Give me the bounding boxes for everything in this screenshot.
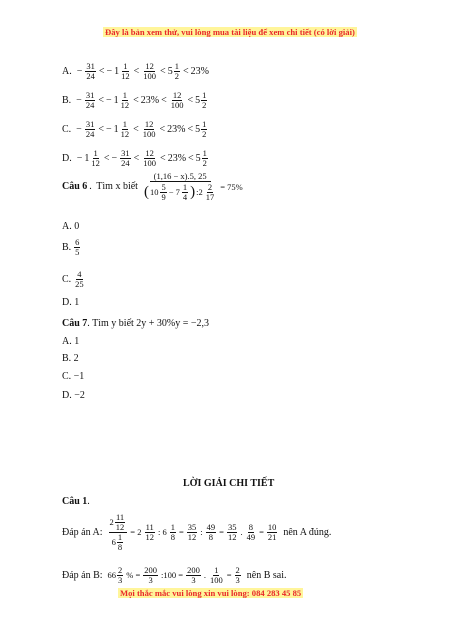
operator: % = [126,570,141,581]
fraction [120,149,131,168]
minus-sign: − [76,152,83,164]
numerator: 11 [115,512,125,522]
minus-term: − 7 [168,186,180,197]
denominator: 100 [209,574,223,585]
less-than: < [161,94,167,106]
denominator: 12 [120,99,130,110]
whole: 5 [195,152,201,164]
numerator: 1 [202,148,207,158]
mixed-number [108,566,125,585]
fraction [90,149,101,168]
denominator: 100 [143,157,157,168]
compound-fraction [109,513,128,552]
option-label: A. [62,65,72,77]
question-prompt: Tìm x biết [96,181,138,193]
numerator: 2 [118,565,123,575]
whole: 5 [195,123,201,135]
whole: 5 [195,94,201,106]
minus-sign: − [111,152,118,164]
numerator: (1,16 − x).5, 25 [150,172,211,182]
fraction [205,183,216,202]
denominator: 5 [75,246,80,257]
fraction [144,523,155,542]
answer-label: Đáp án A: [62,526,103,538]
less-than: < [187,94,194,106]
less-than: < [103,152,110,164]
denominator: 24 [121,157,130,168]
question-title: Câu 6 [62,181,88,193]
whole: 5 [167,65,173,77]
numerator: 12 [145,61,154,71]
numerator: 31 [121,148,130,158]
less-than: < [187,123,194,135]
fraction [143,566,158,585]
option-label: B. [62,241,72,253]
fraction [170,523,176,542]
denominator: 100 [170,99,184,110]
denominator: 100 [143,70,157,81]
whole: 1 [84,152,90,164]
q6-statement: Câu 6 . Tìm x biết (1,16 − x).5, 25 ( 10 $\frac{5}{9}$ − 7 $\frac{1}{4}$ ) :2 $\frac{2}{17}$ = 75% [62,171,243,202]
numerator: 12 [172,90,182,100]
operator: = [219,527,224,538]
fraction [201,120,207,139]
numerator: 1 [174,61,179,71]
whole: 6 [111,536,116,547]
less-than: < [188,152,194,164]
fraction [235,566,241,585]
whole: 66 [107,570,117,581]
mixed-number [195,91,208,110]
fraction [246,523,257,542]
operator: :100 = [161,570,184,581]
numerator: 1 [93,148,98,158]
fraction [142,149,157,168]
less-than: < [160,152,166,164]
denominator: 24 [85,128,95,139]
fraction [160,183,166,202]
denominator: 17 [205,191,215,202]
numerator: 1 [117,531,123,542]
denominator: 3 [148,574,153,585]
answer-b-line [62,566,286,585]
equals-term: = 2 [130,527,142,538]
whole: 1 [114,65,120,77]
numerator: 2 [235,565,240,575]
fraction [206,523,217,542]
mixed-number [114,91,132,110]
operator: = [178,527,184,538]
minus-sign: − [105,123,112,135]
denominator: 12 [91,157,100,168]
denominator: 4 [182,191,188,202]
question-title: Câu 1 [62,496,88,507]
percent-value: 23% [167,152,187,164]
whole: 1 [113,94,119,106]
denominator: 12 [187,531,197,542]
numerator: 1 [182,181,188,192]
left-paren: ( [143,183,149,200]
fraction [142,120,157,139]
q5-option-a [62,62,209,81]
q7-option-d: D. −2 [62,390,85,401]
operator: . [240,527,243,538]
question-prompt: Tìm y biết 2y + 30%y = −2,3 [92,318,210,329]
fraction [201,91,207,110]
numerator: 200 [144,565,158,575]
percent-value: 23% [140,94,160,106]
denominator [111,533,126,552]
denominator: 8 [208,531,214,542]
operator: . [203,570,206,581]
numerator: 4 [77,269,82,279]
denominator [143,182,217,202]
question-title: Câu 7 [62,318,88,329]
denominator: 100 [142,128,156,139]
less-than: < [98,123,104,135]
numerator: 2 [207,181,213,192]
numerator: 12 [145,148,154,158]
denominator: 8 [117,541,123,552]
minus-sign: − [76,65,83,77]
q6-option-a: A. 0 [62,221,80,232]
minus-sign: − [106,65,113,77]
numerator: 6 [75,237,80,247]
less-than: < [133,94,139,106]
denominator: 12 [227,531,237,542]
less-than: < [133,65,140,77]
denominator: 2 [202,157,207,168]
fraction [115,513,126,532]
denominator: 3 [118,574,123,585]
numerator: 12 [144,119,154,129]
numerator: 31 [86,61,95,71]
numerator: 1 [123,61,128,71]
option-label: C. [62,273,72,285]
denominator: 2 [174,70,179,81]
fraction [202,149,208,168]
solution-q1-title: Câu 1. [62,496,90,507]
fraction [209,566,224,585]
whole: 10 [149,186,159,197]
fraction [186,566,201,585]
less-than: < [133,123,139,135]
q6-option-d: D. 1 [62,297,80,308]
denominator: 12 [115,521,125,532]
option-label: D. [62,152,72,164]
q7-option-c: C. −1 [62,371,85,382]
numerator: 8 [248,521,253,532]
numerator: 1 [170,521,175,532]
option-label: C. [62,123,72,135]
option-label: B. [62,94,72,106]
answer-a-line [62,513,331,552]
percent-value: 23% [167,123,186,135]
mixed-number [114,62,132,81]
denominator: 12 [121,70,130,81]
mixed-number [196,149,209,168]
percent-value: 23% [190,65,209,77]
numerator: 1 [202,119,207,129]
fraction [142,62,157,81]
denominator: 21 [267,531,277,542]
numerator: 31 [85,119,95,129]
numerator: 35 [227,521,237,532]
solution-heading: LỜI GIẢI CHI TIẾT [183,478,275,489]
big-fraction [143,172,217,202]
fraction [120,120,131,139]
numerator: 1 [122,119,127,129]
q7-option-a: A. 1 [62,336,80,347]
fraction [117,533,123,552]
q6-option-b [62,238,81,257]
q6-option-c [62,270,86,289]
denominator: 24 [86,70,95,81]
numerator [109,513,128,533]
denominator: 25 [75,278,84,289]
answer-label: Đáp án B: [62,569,103,581]
conclusion: nên A đúng. [283,526,332,538]
right-paren: ) [190,183,196,200]
whole: 2 [109,516,114,527]
operator: = [226,570,232,581]
denominator: 9 [161,191,166,202]
mixed-number [114,120,132,139]
denominator: 3 [235,574,240,585]
operator: = [259,527,264,538]
denominator: 3 [191,574,196,585]
numerator: 1 [122,90,127,100]
mixed-number [84,149,102,168]
numerator: 5 [161,181,166,192]
fraction [187,523,198,542]
denominator: 24 [85,99,95,110]
denominator: 2 [202,99,207,110]
numerator: 1 [214,565,219,575]
conclusion: nên B sai. [246,569,287,581]
fraction [182,183,188,202]
denominator: 8 [170,531,175,542]
numerator: 10 [267,521,277,532]
denominator: 12 [145,531,154,542]
less-than: < [160,65,166,77]
fraction [120,62,131,81]
less-than: < [133,152,140,164]
fraction [170,91,185,110]
fraction [74,238,80,257]
less-than: < [182,65,189,77]
numerator: 31 [85,90,95,100]
minus-sign: − [76,94,82,106]
q5-option-c [62,120,208,139]
numerator: 35 [187,521,197,532]
minus-sign: − [76,123,82,135]
numerator: 200 [187,565,200,575]
operator: : [200,527,203,538]
mixed-number [195,120,208,139]
fraction [85,62,96,81]
numerator: 11 [145,521,154,532]
denominator: 49 [246,531,256,542]
operator: : 6 [157,527,167,538]
denominator: 2 [202,128,207,139]
minus-sign: − [105,94,112,106]
header-banner: Đây là bản xem thử, vui lòng mua tài liệu để xem chi tiết (có lời giải) [105,27,355,37]
fraction [117,566,123,585]
operator: :2 [196,186,203,197]
fraction [120,91,131,110]
fraction [85,91,96,110]
footer-banner: Mọi thắc mắc vui lòng xin vui lòng: 084 283 45 85 [120,588,302,598]
fraction [267,523,278,542]
less-than: < [98,65,105,77]
q7-statement: Câu 7. Tìm y biết 2y + 30%y = −2,3 [62,318,210,329]
fraction [74,270,85,289]
q7-option-b: B. 2 [62,353,79,364]
fraction [85,120,96,139]
whole: 1 [113,123,119,135]
less-than: < [159,123,166,135]
less-than: < [98,94,104,106]
denominator: 12 [120,128,130,139]
mixed-number [168,62,181,81]
numerator: 49 [206,521,216,532]
equals-percent: = 75% [220,181,243,192]
numerator: 1 [202,90,207,100]
q5-option-b [62,91,208,110]
fraction [174,62,180,81]
fraction [227,523,238,542]
q5-option-d [62,149,209,168]
